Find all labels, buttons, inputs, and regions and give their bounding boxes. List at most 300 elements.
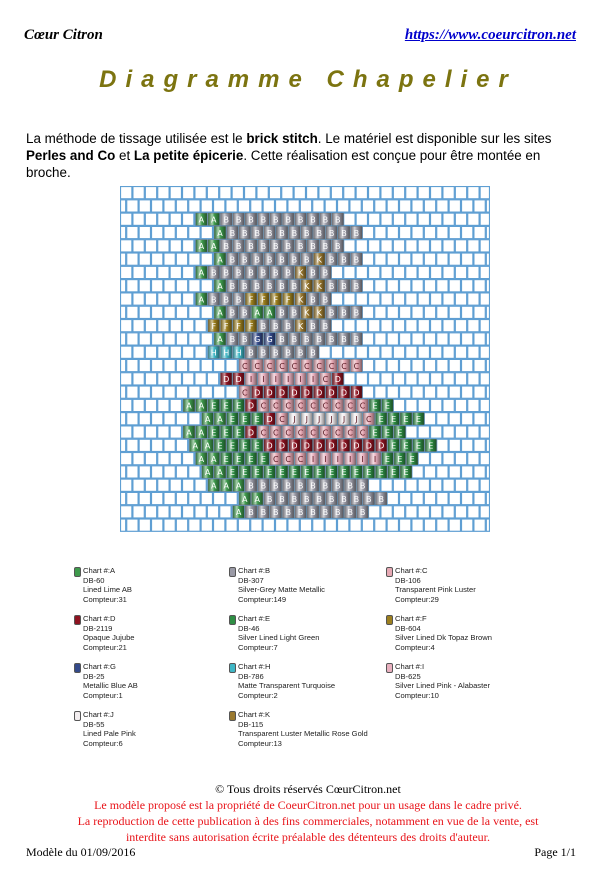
bead-A xyxy=(214,253,225,265)
bead-B xyxy=(326,306,337,318)
svg-text:A: A xyxy=(198,242,205,252)
bead-A xyxy=(196,426,207,438)
svg-text:F: F xyxy=(223,321,229,331)
bead-B xyxy=(295,240,306,252)
svg-text:F: F xyxy=(273,295,279,305)
svg-text:B: B xyxy=(328,494,335,504)
bead-C xyxy=(357,399,368,411)
svg-text:A: A xyxy=(217,281,223,291)
notice-line-2: La reproduction de cette publication à des fins commerciales, notamment en vue de la vente, est xyxy=(77,814,539,828)
legend-item-c xyxy=(386,566,536,604)
bead-E xyxy=(214,439,225,451)
bead-B xyxy=(376,492,387,504)
svg-text:B: B xyxy=(285,321,291,331)
bead-D xyxy=(264,413,275,425)
legend-name: Transparent Luster Metallic Rose Gold xyxy=(238,729,368,739)
svg-text:A: A xyxy=(217,468,223,478)
svg-text:C: C xyxy=(242,361,248,371)
bead-E xyxy=(252,439,263,451)
bead-B xyxy=(301,492,312,504)
svg-text:B: B xyxy=(279,281,285,291)
svg-text:B: B xyxy=(279,494,285,504)
bead-B xyxy=(252,280,263,292)
legend-count: Compteur:10 xyxy=(395,690,439,700)
bead-C xyxy=(357,426,368,438)
bead-D xyxy=(289,386,300,398)
svg-text:E: E xyxy=(384,428,390,438)
svg-text:B: B xyxy=(347,508,353,518)
bead-B xyxy=(270,506,281,518)
legend-ref: DB-307 xyxy=(238,575,264,585)
bead-E xyxy=(351,466,362,478)
svg-text:E: E xyxy=(415,414,421,424)
bead-A xyxy=(264,306,275,318)
svg-text:E: E xyxy=(366,468,372,478)
svg-text:A: A xyxy=(254,494,260,504)
legend-item-d xyxy=(74,614,224,652)
svg-text:F: F xyxy=(211,321,217,331)
svg-text:J: J xyxy=(305,414,308,424)
bead-B xyxy=(245,479,256,491)
svg-text:B: B xyxy=(291,494,298,504)
bead-D xyxy=(252,386,263,398)
svg-text:E: E xyxy=(372,401,378,411)
bead-C xyxy=(332,399,343,411)
bead-H xyxy=(221,346,232,358)
bead-B xyxy=(227,280,238,292)
bead-B xyxy=(289,226,300,238)
svg-text:E: E xyxy=(409,454,415,464)
bead-E xyxy=(258,453,269,465)
legend-count: Compteur:21 xyxy=(83,642,127,652)
bead-B xyxy=(208,293,219,305)
legend-ref: DB-786 xyxy=(238,671,264,681)
svg-text:E: E xyxy=(267,468,273,478)
svg-text:B: B xyxy=(322,268,329,278)
bead-I xyxy=(345,453,356,465)
bead-E xyxy=(382,453,393,465)
svg-text:E: E xyxy=(229,468,235,478)
bead-H xyxy=(233,346,244,358)
svg-text:B: B xyxy=(229,255,236,265)
svg-text:A: A xyxy=(198,428,205,438)
svg-text:B: B xyxy=(223,215,229,225)
svg-text:D: D xyxy=(316,388,323,398)
bead-E xyxy=(227,413,238,425)
bead-A xyxy=(196,453,207,465)
svg-text:E: E xyxy=(211,428,217,438)
site-link[interactable]: https://www.coeurcitron.net xyxy=(404,27,576,43)
bead-B xyxy=(252,253,263,265)
svg-text:B: B xyxy=(242,255,248,265)
site-perles-and-co[interactable]: Perles and Co xyxy=(26,148,116,163)
svg-text:A: A xyxy=(211,481,217,491)
svg-text:B: B xyxy=(304,494,310,504)
svg-text:B: B xyxy=(248,481,254,491)
legend-chart: Chart #:A xyxy=(83,566,116,575)
bead-B xyxy=(295,213,306,225)
bead-D xyxy=(276,386,287,398)
svg-text:C: C xyxy=(285,401,291,411)
svg-text:B: B xyxy=(260,481,267,491)
bead-B xyxy=(283,479,294,491)
bead-B xyxy=(283,506,294,518)
legend-chart: Chart #:C xyxy=(395,566,428,575)
bead-C xyxy=(283,426,294,438)
bead-A xyxy=(214,333,225,345)
svg-text:C: C xyxy=(273,428,279,438)
bead-E xyxy=(221,426,232,438)
svg-text:A: A xyxy=(211,215,217,225)
bead-B xyxy=(351,492,362,504)
bead-A xyxy=(208,453,219,465)
svg-text:B: B xyxy=(235,295,242,305)
bead-E xyxy=(252,413,263,425)
svg-text:C: C xyxy=(359,428,366,438)
bead-E xyxy=(233,426,244,438)
svg-text:B: B xyxy=(266,281,273,291)
svg-text:C: C xyxy=(297,428,304,438)
bead-E xyxy=(388,439,399,451)
svg-text:B: B xyxy=(242,335,248,345)
legend-ref: DB-604 xyxy=(395,623,421,633)
bead-A xyxy=(252,306,263,318)
legend-name: Silver Lined Pink - Alabaster xyxy=(395,681,490,691)
svg-text:B: B xyxy=(328,281,335,291)
legend-name: Transparent Pink Luster xyxy=(395,585,476,595)
svg-text:B: B xyxy=(266,494,273,504)
bead-B xyxy=(264,492,275,504)
bead-C xyxy=(301,359,312,371)
bead-D xyxy=(289,439,300,451)
svg-text:D: D xyxy=(266,388,273,398)
svg-text:B: B xyxy=(353,281,360,291)
legend-swatch xyxy=(74,567,81,577)
svg-text:K: K xyxy=(316,281,322,291)
svg-text:B: B xyxy=(310,215,316,225)
svg-text:A: A xyxy=(254,308,260,318)
bead-B xyxy=(276,280,287,292)
legend-ref: DB-25 xyxy=(83,671,105,681)
bead-B xyxy=(233,293,244,305)
svg-text:K: K xyxy=(297,295,304,305)
bead-C xyxy=(295,426,306,438)
stitch-name: brick stitch xyxy=(246,131,318,146)
svg-text:B: B xyxy=(273,508,279,518)
bead-K xyxy=(301,306,312,318)
bead-I xyxy=(307,373,318,385)
svg-text:B: B xyxy=(285,215,291,225)
svg-text:E: E xyxy=(260,454,266,464)
bead-I xyxy=(295,373,306,385)
svg-text:F: F xyxy=(248,321,254,331)
bead-B xyxy=(258,240,269,252)
bead-K xyxy=(301,280,312,292)
svg-text:E: E xyxy=(291,468,297,478)
bead-B xyxy=(283,213,294,225)
legend-count: Compteur:13 xyxy=(238,738,282,748)
svg-text:E: E xyxy=(254,441,260,451)
bead-B xyxy=(221,213,232,225)
bead-A xyxy=(214,413,225,425)
svg-text:B: B xyxy=(235,215,242,225)
svg-text:B: B xyxy=(248,508,254,518)
bead-B xyxy=(338,492,349,504)
svg-text:B: B xyxy=(297,481,304,491)
bead-B xyxy=(307,240,318,252)
bead-B xyxy=(283,266,294,278)
bead-B xyxy=(283,320,294,332)
svg-text:D: D xyxy=(316,441,323,451)
bead-A xyxy=(196,213,207,225)
svg-text:A: A xyxy=(235,508,242,518)
bead-E xyxy=(363,466,374,478)
bead-C xyxy=(345,426,356,438)
legend-count: Compteur:2 xyxy=(238,690,278,700)
svg-text:K: K xyxy=(316,308,322,318)
bead-B xyxy=(326,253,337,265)
svg-text:B: B xyxy=(223,242,229,252)
svg-text:E: E xyxy=(397,428,403,438)
bead-B xyxy=(270,213,281,225)
svg-text:A: A xyxy=(242,494,248,504)
bead-I xyxy=(307,453,318,465)
svg-text:B: B xyxy=(260,348,267,358)
svg-text:E: E xyxy=(236,454,242,464)
legend-swatch xyxy=(74,615,81,625)
bead-C xyxy=(283,453,294,465)
svg-text:F: F xyxy=(261,295,266,305)
legend-swatch xyxy=(229,615,236,625)
svg-text:B: B xyxy=(248,242,254,252)
svg-text:B: B xyxy=(279,228,285,238)
svg-text:B: B xyxy=(266,228,273,238)
bead-I xyxy=(270,373,281,385)
svg-text:B: B xyxy=(242,228,248,238)
svg-text:B: B xyxy=(248,268,254,278)
bead-A xyxy=(196,240,207,252)
svg-text:D: D xyxy=(235,375,242,385)
bead-E xyxy=(388,413,399,425)
bead-D xyxy=(233,373,244,385)
bead-C xyxy=(363,413,374,425)
legend-chart: Chart #:F xyxy=(395,614,427,623)
svg-text:E: E xyxy=(242,468,248,478)
svg-text:E: E xyxy=(378,414,384,424)
bead-C xyxy=(276,413,287,425)
svg-text:B: B xyxy=(359,481,366,491)
svg-text:B: B xyxy=(223,268,229,278)
svg-text:B: B xyxy=(273,215,279,225)
svg-text:B: B xyxy=(273,481,279,491)
bead-B xyxy=(320,240,331,252)
svg-text:B: B xyxy=(279,255,285,265)
svg-text:D: D xyxy=(247,401,255,411)
bead-B xyxy=(307,506,318,518)
svg-text:B: B xyxy=(322,242,329,252)
svg-text:I: I xyxy=(274,375,277,385)
svg-text:C: C xyxy=(316,361,322,371)
svg-text:B: B xyxy=(310,508,316,518)
bead-E xyxy=(394,453,405,465)
svg-text:I: I xyxy=(373,454,377,464)
bead-A xyxy=(208,479,219,491)
bead-B xyxy=(320,320,331,332)
svg-text:E: E xyxy=(391,414,397,424)
bead-E xyxy=(301,466,312,478)
svg-text:B: B xyxy=(322,295,329,305)
bead-D xyxy=(314,386,325,398)
bead-C xyxy=(320,373,331,385)
bead-B xyxy=(338,226,349,238)
bead-E xyxy=(382,426,393,438)
bead-E xyxy=(233,399,244,411)
svg-text:B: B xyxy=(291,281,298,291)
bead-C xyxy=(239,386,250,398)
svg-text:B: B xyxy=(353,308,360,318)
svg-text:B: B xyxy=(273,242,279,252)
svg-text:B: B xyxy=(266,255,273,265)
bead-B xyxy=(357,479,368,491)
svg-text:G: G xyxy=(254,335,261,345)
bead-H xyxy=(208,346,219,358)
bead-K xyxy=(295,293,306,305)
svg-text:H: H xyxy=(223,348,230,358)
bead-B xyxy=(252,226,263,238)
svg-text:E: E xyxy=(391,441,397,451)
svg-text:E: E xyxy=(384,454,390,464)
svg-text:C: C xyxy=(347,428,353,438)
svg-text:I: I xyxy=(336,454,339,464)
bead-B xyxy=(345,479,356,491)
svg-text:A: A xyxy=(211,242,217,252)
svg-text:I: I xyxy=(349,454,352,464)
svg-text:B: B xyxy=(273,348,279,358)
bead-B xyxy=(301,333,312,345)
svg-text:E: E xyxy=(223,454,229,464)
bead-A xyxy=(196,266,207,278)
svg-text:E: E xyxy=(316,468,322,478)
bead-B xyxy=(314,226,325,238)
bead-C xyxy=(307,426,318,438)
svg-text:E: E xyxy=(372,428,378,438)
svg-text:B: B xyxy=(254,228,260,238)
svg-text:B: B xyxy=(291,308,298,318)
intro-text-4: . Cette réalisation est conçue pour être montée en broche. xyxy=(26,148,541,180)
svg-text:A: A xyxy=(217,255,223,265)
bead-J xyxy=(326,413,337,425)
legend-ref: DB-115 xyxy=(238,719,264,729)
bead-B xyxy=(276,492,287,504)
svg-text:C: C xyxy=(273,454,279,464)
bead-B xyxy=(338,253,349,265)
bead-B xyxy=(221,240,232,252)
bead-B xyxy=(332,213,343,225)
svg-text:B: B xyxy=(341,335,347,345)
svg-text:A: A xyxy=(266,308,273,318)
bead-B xyxy=(233,213,244,225)
svg-text:B: B xyxy=(242,308,248,318)
bead-B xyxy=(276,253,287,265)
svg-text:C: C xyxy=(341,361,347,371)
bead-E xyxy=(413,413,424,425)
svg-text:A: A xyxy=(217,228,223,238)
legend-swatch xyxy=(74,711,81,721)
svg-text:C: C xyxy=(322,401,329,411)
bead-B xyxy=(239,253,250,265)
svg-text:B: B xyxy=(316,494,322,504)
bead-B xyxy=(338,280,349,292)
legend-chart: Chart #:I xyxy=(395,662,425,671)
svg-text:F: F xyxy=(285,295,291,305)
svg-text:E: E xyxy=(428,441,434,451)
bead-B xyxy=(301,226,312,238)
svg-text:B: B xyxy=(291,228,298,238)
bead-B xyxy=(332,506,343,518)
svg-text:B: B xyxy=(304,335,310,345)
bead-E xyxy=(233,453,244,465)
legend-count: Compteur:6 xyxy=(83,738,123,748)
legend-chart: Chart #:K xyxy=(238,710,271,719)
svg-text:B: B xyxy=(335,242,341,252)
svg-text:B: B xyxy=(285,481,291,491)
svg-text:E: E xyxy=(242,414,248,424)
bead-E xyxy=(400,466,411,478)
bead-E xyxy=(326,466,337,478)
legend-item-h xyxy=(229,662,379,700)
legend-item-j xyxy=(74,710,224,748)
svg-text:E: E xyxy=(254,468,260,478)
bead-B xyxy=(307,266,318,278)
bead-B xyxy=(326,226,337,238)
bead-C xyxy=(270,399,281,411)
bead-B xyxy=(314,333,325,345)
bead-D xyxy=(314,439,325,451)
svg-text:C: C xyxy=(279,361,285,371)
svg-text:I: I xyxy=(324,454,327,464)
site-la-petite-epicerie[interactable]: La petite épicerie xyxy=(133,148,244,163)
bead-B xyxy=(314,492,325,504)
bead-C xyxy=(283,399,294,411)
bead-E xyxy=(407,453,418,465)
bead-B xyxy=(264,226,275,238)
bead-B xyxy=(227,226,238,238)
svg-text:E: E xyxy=(384,401,390,411)
bead-E xyxy=(276,466,287,478)
svg-text:D: D xyxy=(247,428,255,438)
svg-text:C: C xyxy=(260,428,267,438)
intro-text-3: et xyxy=(115,148,134,163)
bead-B xyxy=(326,492,337,504)
bead-B xyxy=(221,293,232,305)
bead-E xyxy=(388,466,399,478)
bead-C xyxy=(314,359,325,371)
bead-B xyxy=(295,506,306,518)
legend-ref: DB-625 xyxy=(395,671,421,681)
svg-text:I: I xyxy=(249,375,253,385)
bead-D xyxy=(338,439,349,451)
legend-count: Compteur:4 xyxy=(395,642,435,652)
svg-text:C: C xyxy=(310,401,316,411)
svg-text:B: B xyxy=(310,268,316,278)
bead-B xyxy=(245,266,256,278)
legend-name: Opaque Jujube xyxy=(83,633,135,643)
svg-text:E: E xyxy=(378,468,384,478)
svg-text:A: A xyxy=(198,401,205,411)
bead-K xyxy=(314,253,325,265)
bead-E xyxy=(338,466,349,478)
svg-text:D: D xyxy=(291,441,298,451)
